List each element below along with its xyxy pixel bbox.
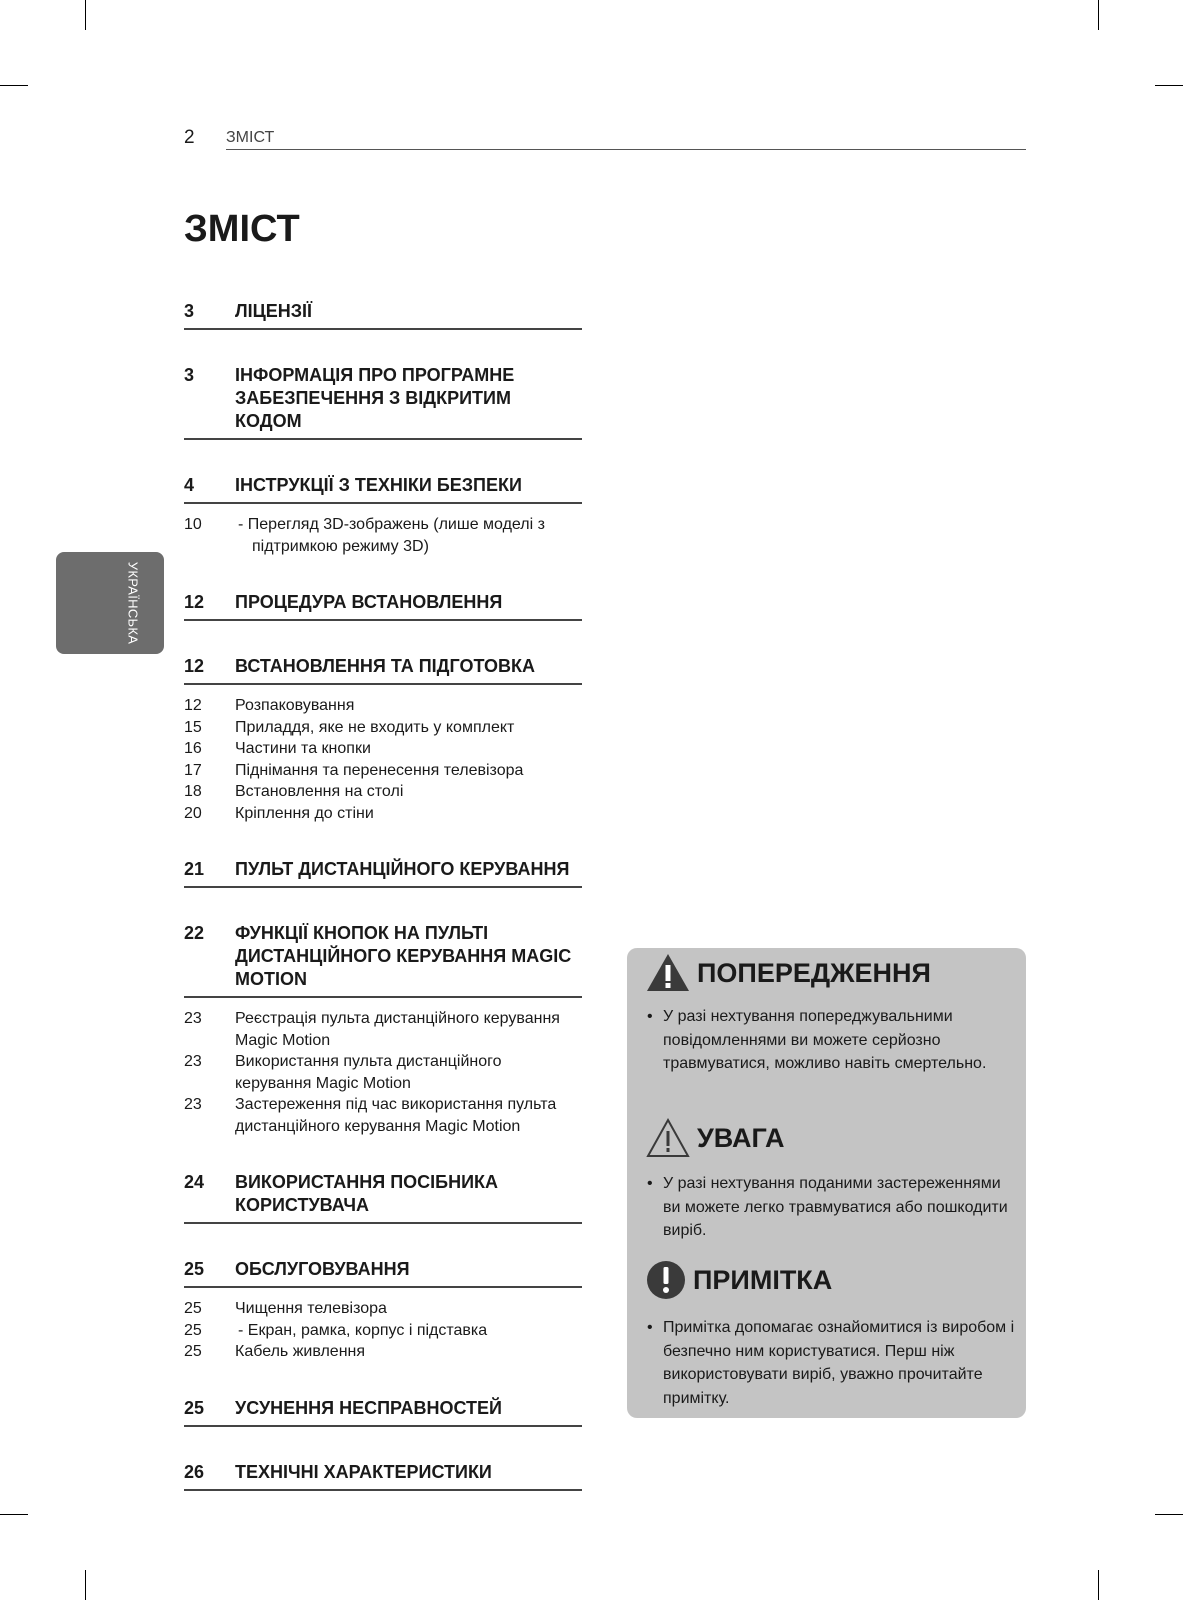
toc-subsection-title: Кріплення до стіни [235, 804, 374, 822]
toc-section-page: 22 [184, 923, 205, 943]
toc-subsection-page: 16 [184, 740, 202, 757]
toc-section [184, 591, 582, 621]
toc-section-page: 3 [184, 365, 195, 385]
toc-subsection-title: Кабель живлення [235, 1343, 366, 1360]
toc-section-page: 12 [184, 592, 205, 612]
toc-section-title: УСУНЕННЯ НЕСПРАВНОСТЕЙ [235, 1397, 502, 1418]
toc-subsection-page: 25 [184, 1343, 202, 1360]
notice-legend-box [627, 948, 1026, 1418]
crop-mark [1155, 1514, 1183, 1515]
toc-section-page: 12 [184, 656, 205, 676]
toc-subsection-title: Застереження під час використання пульта дистанційного керування Magic Motion [235, 1096, 557, 1135]
page-title: ЗМІСТ [184, 208, 300, 250]
toc-section [184, 1171, 582, 1224]
toc-section [184, 858, 582, 888]
toc-subsection-title: Приладдя, яке не входить у комплект [235, 718, 515, 736]
toc-subsection [184, 760, 582, 782]
toc-subsection-title: - Перегляд 3D-зображень (лише моделі з підтримкою режиму 3D) [238, 516, 545, 555]
caution-icon [645, 1117, 691, 1159]
toc-section-title: ТЕХНІЧНІ ХАРАКТЕРИСТИКИ [235, 1461, 492, 1482]
note-icon [645, 1259, 687, 1301]
toc-subsection [184, 781, 582, 803]
warning-text-block [647, 1005, 1015, 1076]
crop-mark [1098, 1570, 1099, 1600]
warning-title: ПОПЕРЕДЖЕННЯ [697, 957, 931, 988]
caution-text-block [647, 1172, 1015, 1243]
toc-subsection-list [184, 514, 582, 557]
toc-section-page: 4 [184, 475, 195, 495]
toc-section-title: ІНСТРУКЦІЇ З ТЕХНІКИ БЕЗПЕКИ [235, 475, 522, 495]
toc-subsection-page: 23 [184, 1010, 202, 1027]
page-number: 2 [184, 127, 195, 148]
note-text: Примітка допомагає ознайомитися із виробом і безпечно ним користуватися. Перш ніж використовувати виріб, уважно прочитайте примітку. [663, 1319, 1015, 1407]
toc-section-page: 26 [184, 1461, 205, 1482]
toc-section-page: 21 [184, 859, 205, 879]
crop-mark [85, 0, 86, 30]
toc-subsection-title: - Екран, рамка, корпус і підставка [238, 1321, 488, 1339]
warning-icon [645, 952, 691, 994]
toc-subsection-title: Використання пульта дистанційного керування Magic Motion [235, 1053, 502, 1092]
toc-subsection-page: 25 [184, 1321, 202, 1339]
table-of-contents [184, 300, 582, 1491]
toc-subsection [184, 1298, 582, 1320]
toc-section [184, 655, 582, 685]
toc-section-page: 25 [184, 1397, 205, 1418]
toc-subsection [184, 1320, 582, 1342]
caution-text: У разі нехтування поданими застереженнями ви можете легко травмуватися або пошкодити виріб. [663, 1175, 1008, 1239]
toc-subsection-title: Реєстрація пульта дистанційного керування Magic Motion [235, 1010, 560, 1049]
toc-section [184, 922, 582, 998]
toc-subsection [184, 1008, 582, 1051]
crop-mark [1155, 85, 1183, 86]
crop-mark [0, 1514, 28, 1515]
crop-mark [85, 1570, 86, 1600]
bullet: • [647, 1175, 653, 1192]
toc-section [184, 300, 582, 330]
toc-subsection [184, 738, 582, 760]
note-text-block [647, 1316, 1015, 1410]
toc-subsection-page: 25 [184, 1300, 202, 1317]
crop-mark [0, 85, 28, 86]
note-heading [645, 1259, 832, 1301]
toc-section-title: ВСТАНОВЛЕННЯ ТА ПІДГОТОВКА [235, 656, 535, 676]
toc-section-page: 25 [184, 1259, 205, 1279]
toc-subsection-page: 18 [184, 783, 202, 800]
toc-subsection [184, 717, 582, 739]
toc-subsection [184, 514, 582, 557]
bullet: • [647, 1008, 653, 1025]
toc-subsection-title: Чищення телевізора [235, 1300, 387, 1317]
toc-section [184, 1461, 582, 1491]
page-header [184, 126, 1026, 150]
toc-subsection-page: 23 [184, 1096, 202, 1113]
toc-subsection-page: 15 [184, 718, 202, 736]
warning-heading [645, 952, 931, 994]
language-tab [56, 552, 164, 654]
toc-subsection-page: 12 [184, 697, 202, 714]
toc-section-title: ЛІЦЕНЗІЇ [235, 301, 313, 321]
toc-section [184, 1397, 582, 1427]
toc-section-title: ІНФОРМАЦІЯ ПРО ПРОГРАМНЕ ЗАБЕЗПЕЧЕННЯ З ВІДКРИТИМ КОДОМ [235, 365, 515, 431]
language-tab-label: УКРАЇНСЬКА [125, 561, 141, 645]
toc-section-title: ВИКОРИСТАННЯ ПОСІБНИКА КОРИСТУВАЧА [235, 1172, 499, 1215]
note-title: ПРИМІТКА [693, 1264, 833, 1295]
toc-subsection [184, 803, 582, 825]
toc-section-title: ФУНКЦІЇ КНОПОК НА ПУЛЬТІ ДИСТАНЦІЙНОГО КЕРУВАННЯ MAGIC MOTION [235, 923, 572, 989]
caution-title: УВАГА [697, 1122, 785, 1153]
toc-subsection-page: 20 [184, 804, 202, 822]
toc-subsection-title: Частини та кнопки [235, 740, 371, 757]
toc-subsection-list [184, 695, 582, 824]
toc-section-title: ПРОЦЕДУРА ВСТАНОВЛЕННЯ [235, 592, 503, 612]
toc-subsection [184, 1094, 582, 1137]
toc-section [184, 364, 582, 440]
toc-section-title: ОБСЛУГОВУВАННЯ [235, 1259, 410, 1279]
warning-text: У разі нехтування попереджувальними повідомленнями ви можете серйозно травмуватися, можливо навіть смертельно. [663, 1008, 987, 1072]
toc-subsection [184, 1341, 582, 1363]
toc-section [184, 474, 582, 504]
toc-subsection-list [184, 1008, 582, 1137]
toc-subsection [184, 695, 582, 717]
toc-section [184, 1258, 582, 1288]
toc-subsection-title: Піднімання та перенесення телевізора [235, 761, 524, 779]
toc-subsection-page: 17 [184, 761, 202, 779]
toc-subsection-page: 23 [184, 1053, 202, 1070]
toc-subsection-page: 10 [184, 516, 202, 533]
header-title: ЗМІСТ [226, 129, 275, 146]
toc-section-page: 24 [184, 1172, 205, 1192]
toc-subsection-list [184, 1298, 582, 1363]
crop-mark [1098, 0, 1099, 30]
header-rule [226, 149, 1026, 150]
toc-subsection-title: Встановлення на столі [235, 783, 404, 800]
toc-subsection [184, 1051, 582, 1094]
caution-heading [645, 1117, 785, 1159]
toc-subsection-title: Розпаковування [235, 697, 355, 714]
bullet: • [647, 1319, 653, 1336]
toc-section-page: 3 [184, 301, 195, 321]
toc-section-title: ПУЛЬТ ДИСТАНЦІЙНОГО КЕРУВАННЯ [235, 859, 570, 879]
